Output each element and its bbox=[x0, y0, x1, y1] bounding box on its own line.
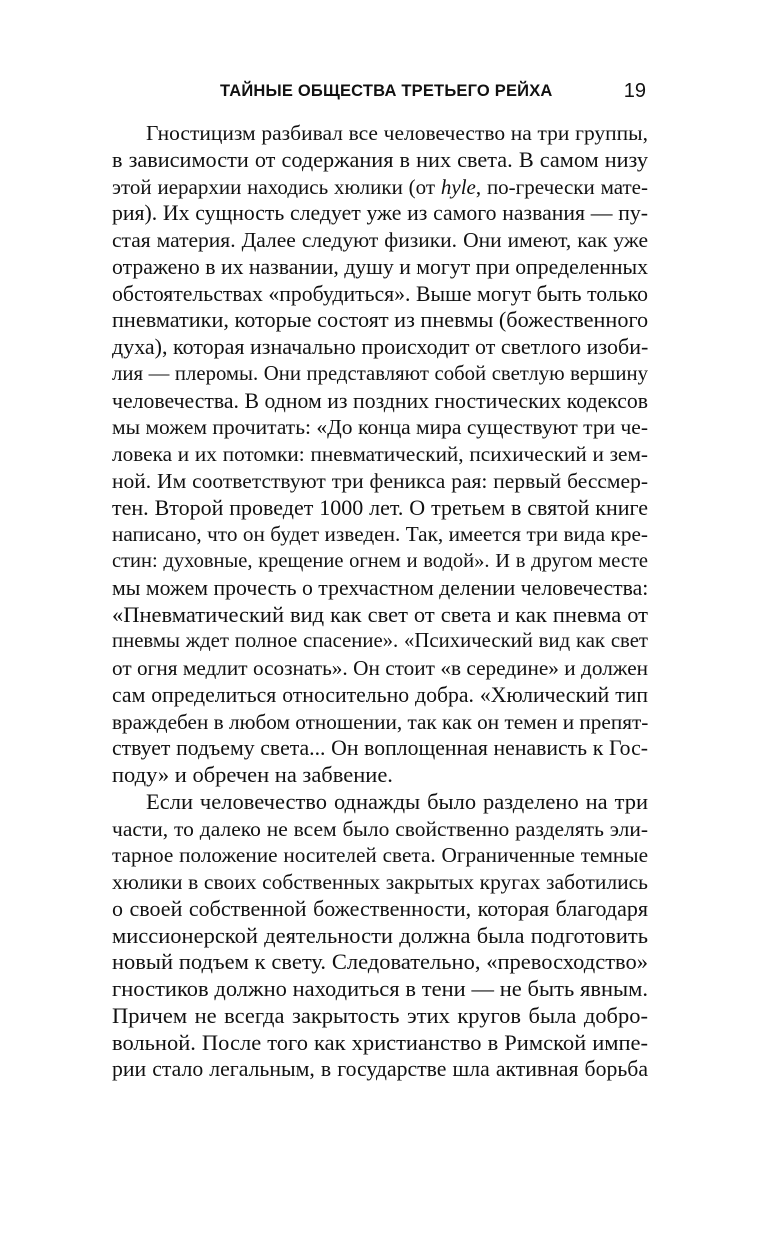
text-line: обстоятельствах «пробудиться». Выше могут быть только bbox=[112, 281, 648, 306]
text-line: пневматики, которые состоят из пневмы (божественного bbox=[112, 307, 649, 333]
text-line: поду» и обречен на забвение. bbox=[112, 762, 393, 787]
text-line: сам определиться относительно добра. «Хюлический тип bbox=[112, 682, 648, 707]
text-line: рии стало легальным, в государстве шла активная борьба bbox=[112, 1057, 648, 1082]
text-line: от огня медлит осознать». Он стоит «в середине» и должен bbox=[112, 656, 648, 680]
text-line: тарное положение носителей света. Ограниченные темные bbox=[112, 843, 648, 868]
text-line: мы можем прочесть о трехчастном делении человечества: bbox=[112, 575, 649, 600]
text-line: этой иерархии находись хюлики (от hyle, по-гречески мате- bbox=[112, 174, 648, 199]
text-line: духа), которая изначально происходит от светлого изоби- bbox=[112, 334, 649, 359]
text-line: рия). Их сущность следует уже из самого названия — пу- bbox=[112, 201, 648, 226]
running-title: ТАЙНЫЕ ОБЩЕСТВА ТРЕТЬЕГО РЕЙХА bbox=[220, 82, 553, 100]
text-line: ствует подъему света... Он воплощенная ненависть к Гос- bbox=[112, 736, 648, 761]
text-line: новый подъем к свету. Следовательно, «превосходство» bbox=[112, 949, 648, 975]
text-line: отражено в их названии, душу и могут при определенных bbox=[112, 254, 649, 279]
text-line: гностиков должно находиться в тени — не быть явным. bbox=[112, 976, 648, 1001]
text-line: ловека и их потомки: пневматический, психический и зем- bbox=[112, 442, 648, 466]
text-line: части, то далеко не всем было свойственно разделять эли- bbox=[112, 816, 648, 841]
text-line: в зависимости от содержания в них света. В самом низу bbox=[112, 146, 648, 172]
text-line: написано, что он будет изведен. Так, имеется три вида кре- bbox=[112, 522, 648, 547]
text-line: пневмы ждет полное спасение». «Психический вид как свет bbox=[112, 630, 648, 653]
paragraph-2 bbox=[112, 789, 648, 1083]
text-line: ной. Им соответствуют три феникса рая: первый бессмер- bbox=[112, 468, 648, 493]
paragraph-1 bbox=[112, 120, 648, 789]
text-line: Причем не всегда закрытость этих кругов была добро- bbox=[112, 1002, 648, 1028]
text-line: вольной. После того как христианство в Римской импе- bbox=[112, 1029, 648, 1055]
running-head bbox=[112, 80, 648, 108]
text-line: стин: духовные, крещение огнем и водой». И в другом месте bbox=[112, 550, 648, 572]
text-line: миссионерской деятельности должна была подготовить bbox=[112, 922, 648, 948]
text-line: враждебен в любом отношении, так как он темен и препят- bbox=[112, 709, 649, 734]
text-line: Если человечество однажды было разделено на три bbox=[146, 788, 648, 814]
text-line: Гностицизм разбивал все человечество на три группы, bbox=[146, 121, 648, 145]
text-line: мы можем прочитать: «До конца мира существуют три че- bbox=[112, 415, 648, 440]
text-line: человечества. В одном из поздних гностических кодексов bbox=[112, 388, 648, 413]
text-line: о своей собственной божественности, которая благодаря bbox=[112, 895, 648, 921]
page-number: 19 bbox=[623, 80, 646, 102]
body-text bbox=[112, 120, 648, 1083]
text-line: хюлики в своих собственных закрытых кругах заботились bbox=[112, 870, 648, 894]
text-line: стая материя. Далее следуют физики. Они имеют, как уже bbox=[112, 228, 648, 252]
text-line: «Пневматический вид как свет от света и как пневма от bbox=[112, 601, 648, 627]
text-line: лия — плеромы. Они представляют собой светлую вершину bbox=[112, 362, 648, 385]
text-line: тен. Второй проведет 1000 лет. О третьем в святой книге bbox=[112, 494, 648, 520]
italic-term: hyle bbox=[440, 174, 476, 199]
